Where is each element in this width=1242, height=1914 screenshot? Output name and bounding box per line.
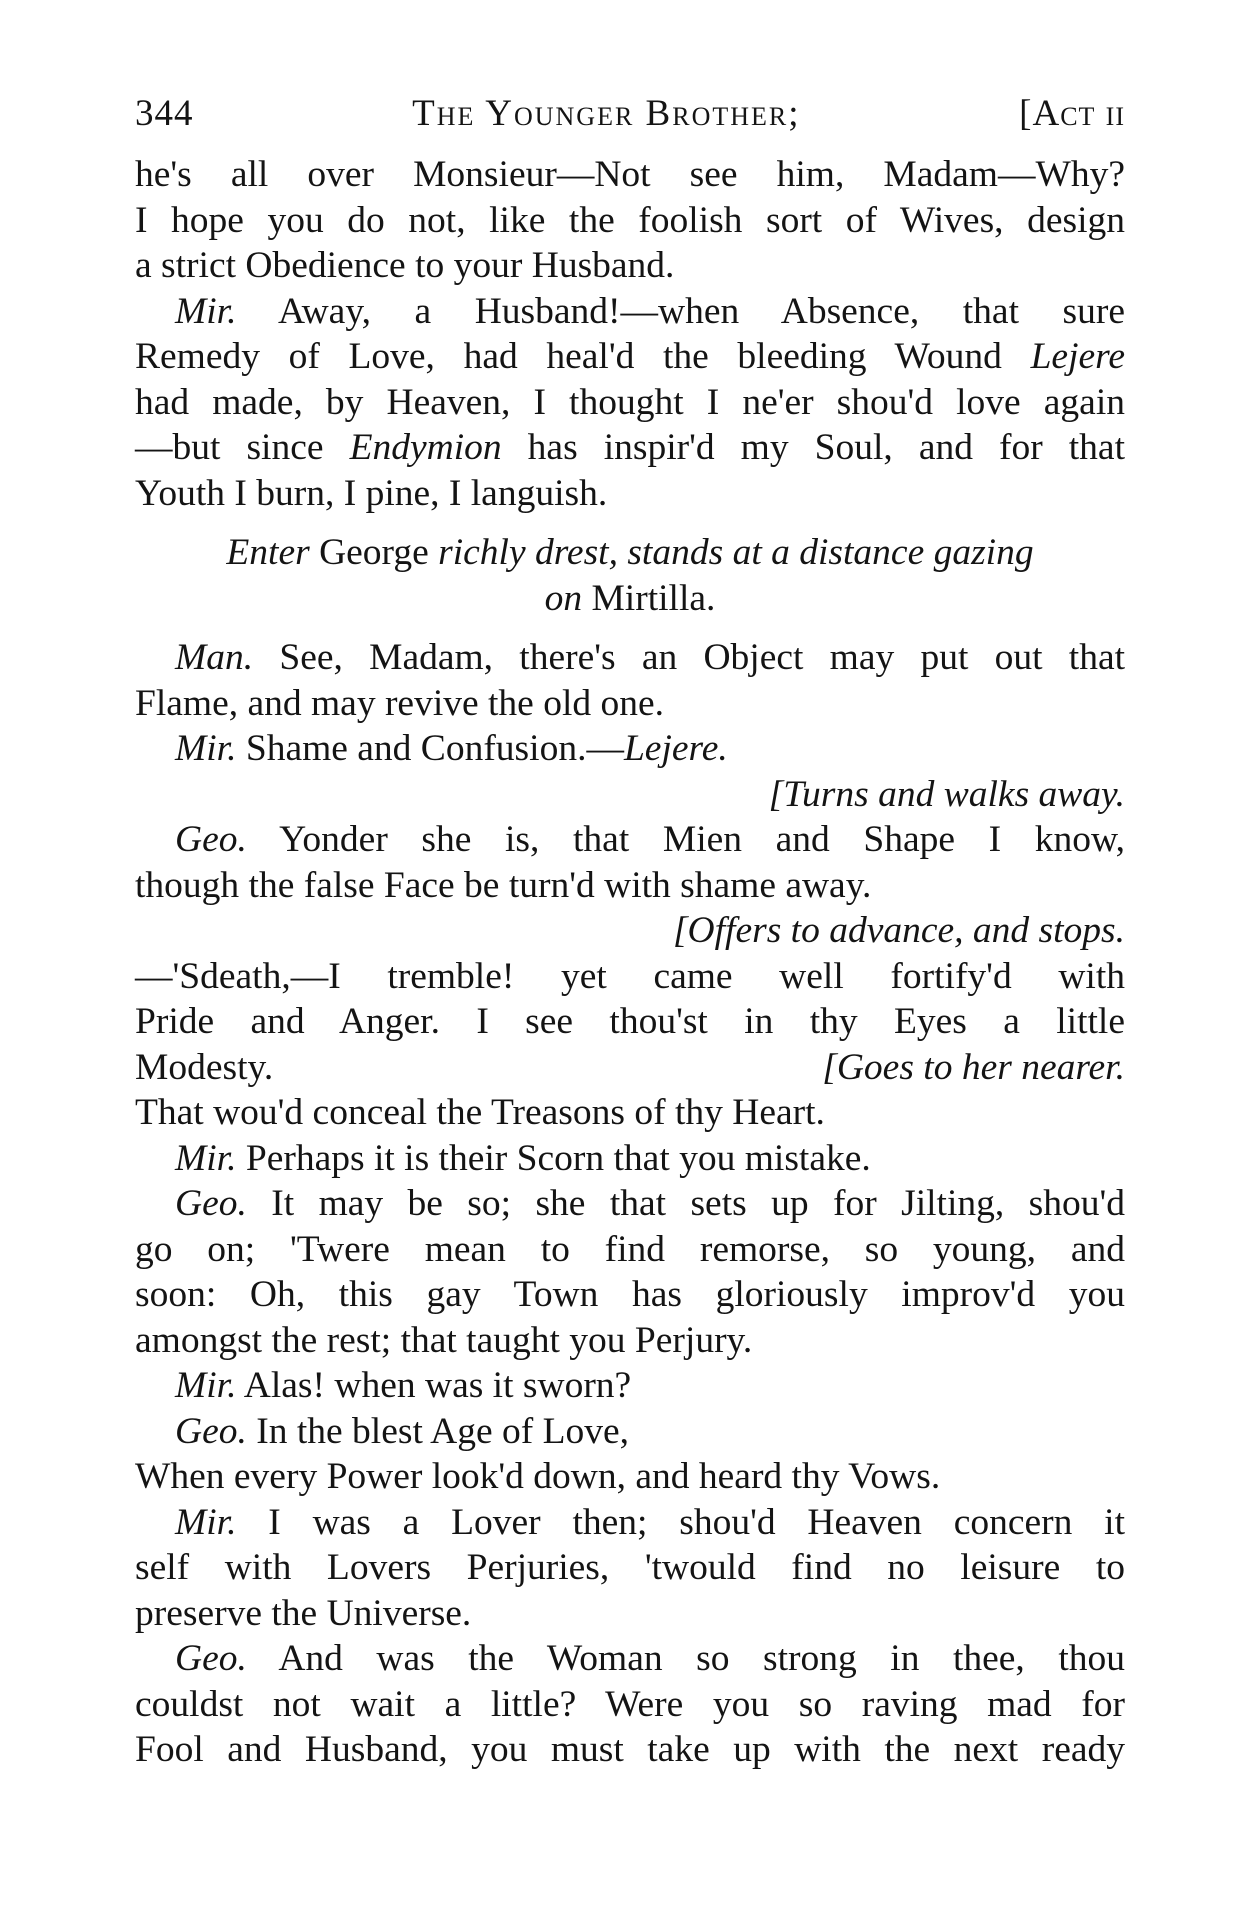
- speech-line: Mir. Shame and Confusion.—Lejere.: [175, 728, 728, 769]
- speech-line: Geo. In the blest Age of Love,: [175, 1410, 630, 1452]
- speech-line: Mir. Away, a Husband!—when Absence, that sure: [175, 290, 1126, 332]
- speech-line: Geo. Yonder she is, that Mien and Shape I know,: [175, 819, 1126, 860]
- speaker-mir: Mir.: [175, 1365, 237, 1406]
- speech-line: Mir. Alas! when was it sworn?: [175, 1365, 632, 1406]
- stage-direction: [Goes to her nearer.: [822, 1046, 1125, 1088]
- text-line: preserve the Universe.: [135, 1592, 472, 1634]
- text-line: had made, by Heaven, I thought I ne'er shou'd love again: [135, 381, 1125, 423]
- speaker-geo: Geo.: [175, 1183, 247, 1224]
- stage-direction: [Offers to advance, and stops.: [672, 910, 1125, 951]
- text-line: a strict Obedience to your Husband.: [135, 245, 675, 286]
- speech-line: Geo. It may be so; she that sets up for Jilting, shou'd: [175, 1183, 1126, 1224]
- speech-line: Geo. And was the Woman so strong in thee, thou: [175, 1638, 1125, 1679]
- speaker-mir: Mir.: [175, 1137, 237, 1179]
- text-line: self with Lovers Perjuries, 'twould find no leisure to: [135, 1547, 1125, 1588]
- speaker-man: Man.: [175, 637, 254, 678]
- text-line: Pride and Anger. I see thou'st in thy Eyes a little: [135, 1001, 1125, 1042]
- text-line: though the false Face be turn'd with shame away.: [135, 864, 872, 906]
- text-line: I hope you do not, like the foolish sort of Wives, design: [135, 199, 1125, 241]
- text-line: Fool and Husband, you must take up with the next ready: [135, 1729, 1125, 1770]
- text-line: Flame, and may revive the old one.: [135, 682, 665, 724]
- speaker-geo: Geo.: [175, 1410, 247, 1452]
- text-line: couldst not wait a little? Were you so raving mad for: [135, 1683, 1125, 1725]
- text-line: —but since Endymion has inspir'd my Soul, and for that: [135, 427, 1125, 468]
- text-line: —'Sdeath,—I tremble! yet came well fortify'd with: [135, 955, 1125, 997]
- verse-line: When every Power look'd down, and heard thy Vows.: [135, 1456, 941, 1497]
- page-number: 344: [135, 93, 194, 134]
- speaker-geo: Geo.: [175, 819, 247, 860]
- text-line: amongst the rest; that taught you Perjury.: [135, 1319, 753, 1361]
- text-line: Youth I burn, I pine, I languish.: [135, 472, 608, 514]
- speech-line: Man. See, Madam, there's an Object may put out that: [175, 637, 1126, 678]
- running-head: [135, 92, 1125, 152]
- text-line: he's all over Monsieur—Not see him, Madam—Why?: [135, 154, 1125, 195]
- speaker-mir: Mir.: [175, 290, 237, 332]
- stage-direction: on Mirtilla.: [544, 577, 716, 619]
- book-page: [135, 92, 1125, 1773]
- text-line: That wou'd conceal the Treasons of thy Heart.: [135, 1092, 825, 1133]
- speech-line: Mir. I was a Lover then; shou'd Heaven concern it: [175, 1501, 1126, 1543]
- text-line: go on; 'Twere mean to find remorse, so young, and: [135, 1228, 1125, 1270]
- speech-line: Mir. Perhaps it is their Scorn that you mistake.: [175, 1137, 871, 1179]
- text-line: Modesty. [Goes to her nearer.: [135, 1045, 1125, 1091]
- speaker-mir: Mir.: [175, 1501, 237, 1543]
- text-line: soon: Oh, this gay Town has gloriously improv'd you: [135, 1274, 1125, 1315]
- act-marker: [Act ii: [1019, 93, 1125, 134]
- running-title: The Younger Brother;: [412, 93, 801, 134]
- speaker-mir: Mir.: [175, 728, 237, 769]
- stage-direction: [Turns and walks away.: [768, 773, 1125, 815]
- text-line: Remedy of Love, had heal'd the bleeding Wound Lejere: [135, 336, 1125, 377]
- stage-direction: Enter George richly drest, stands at a distance gazing: [226, 532, 1034, 573]
- speaker-geo: Geo.: [175, 1638, 247, 1679]
